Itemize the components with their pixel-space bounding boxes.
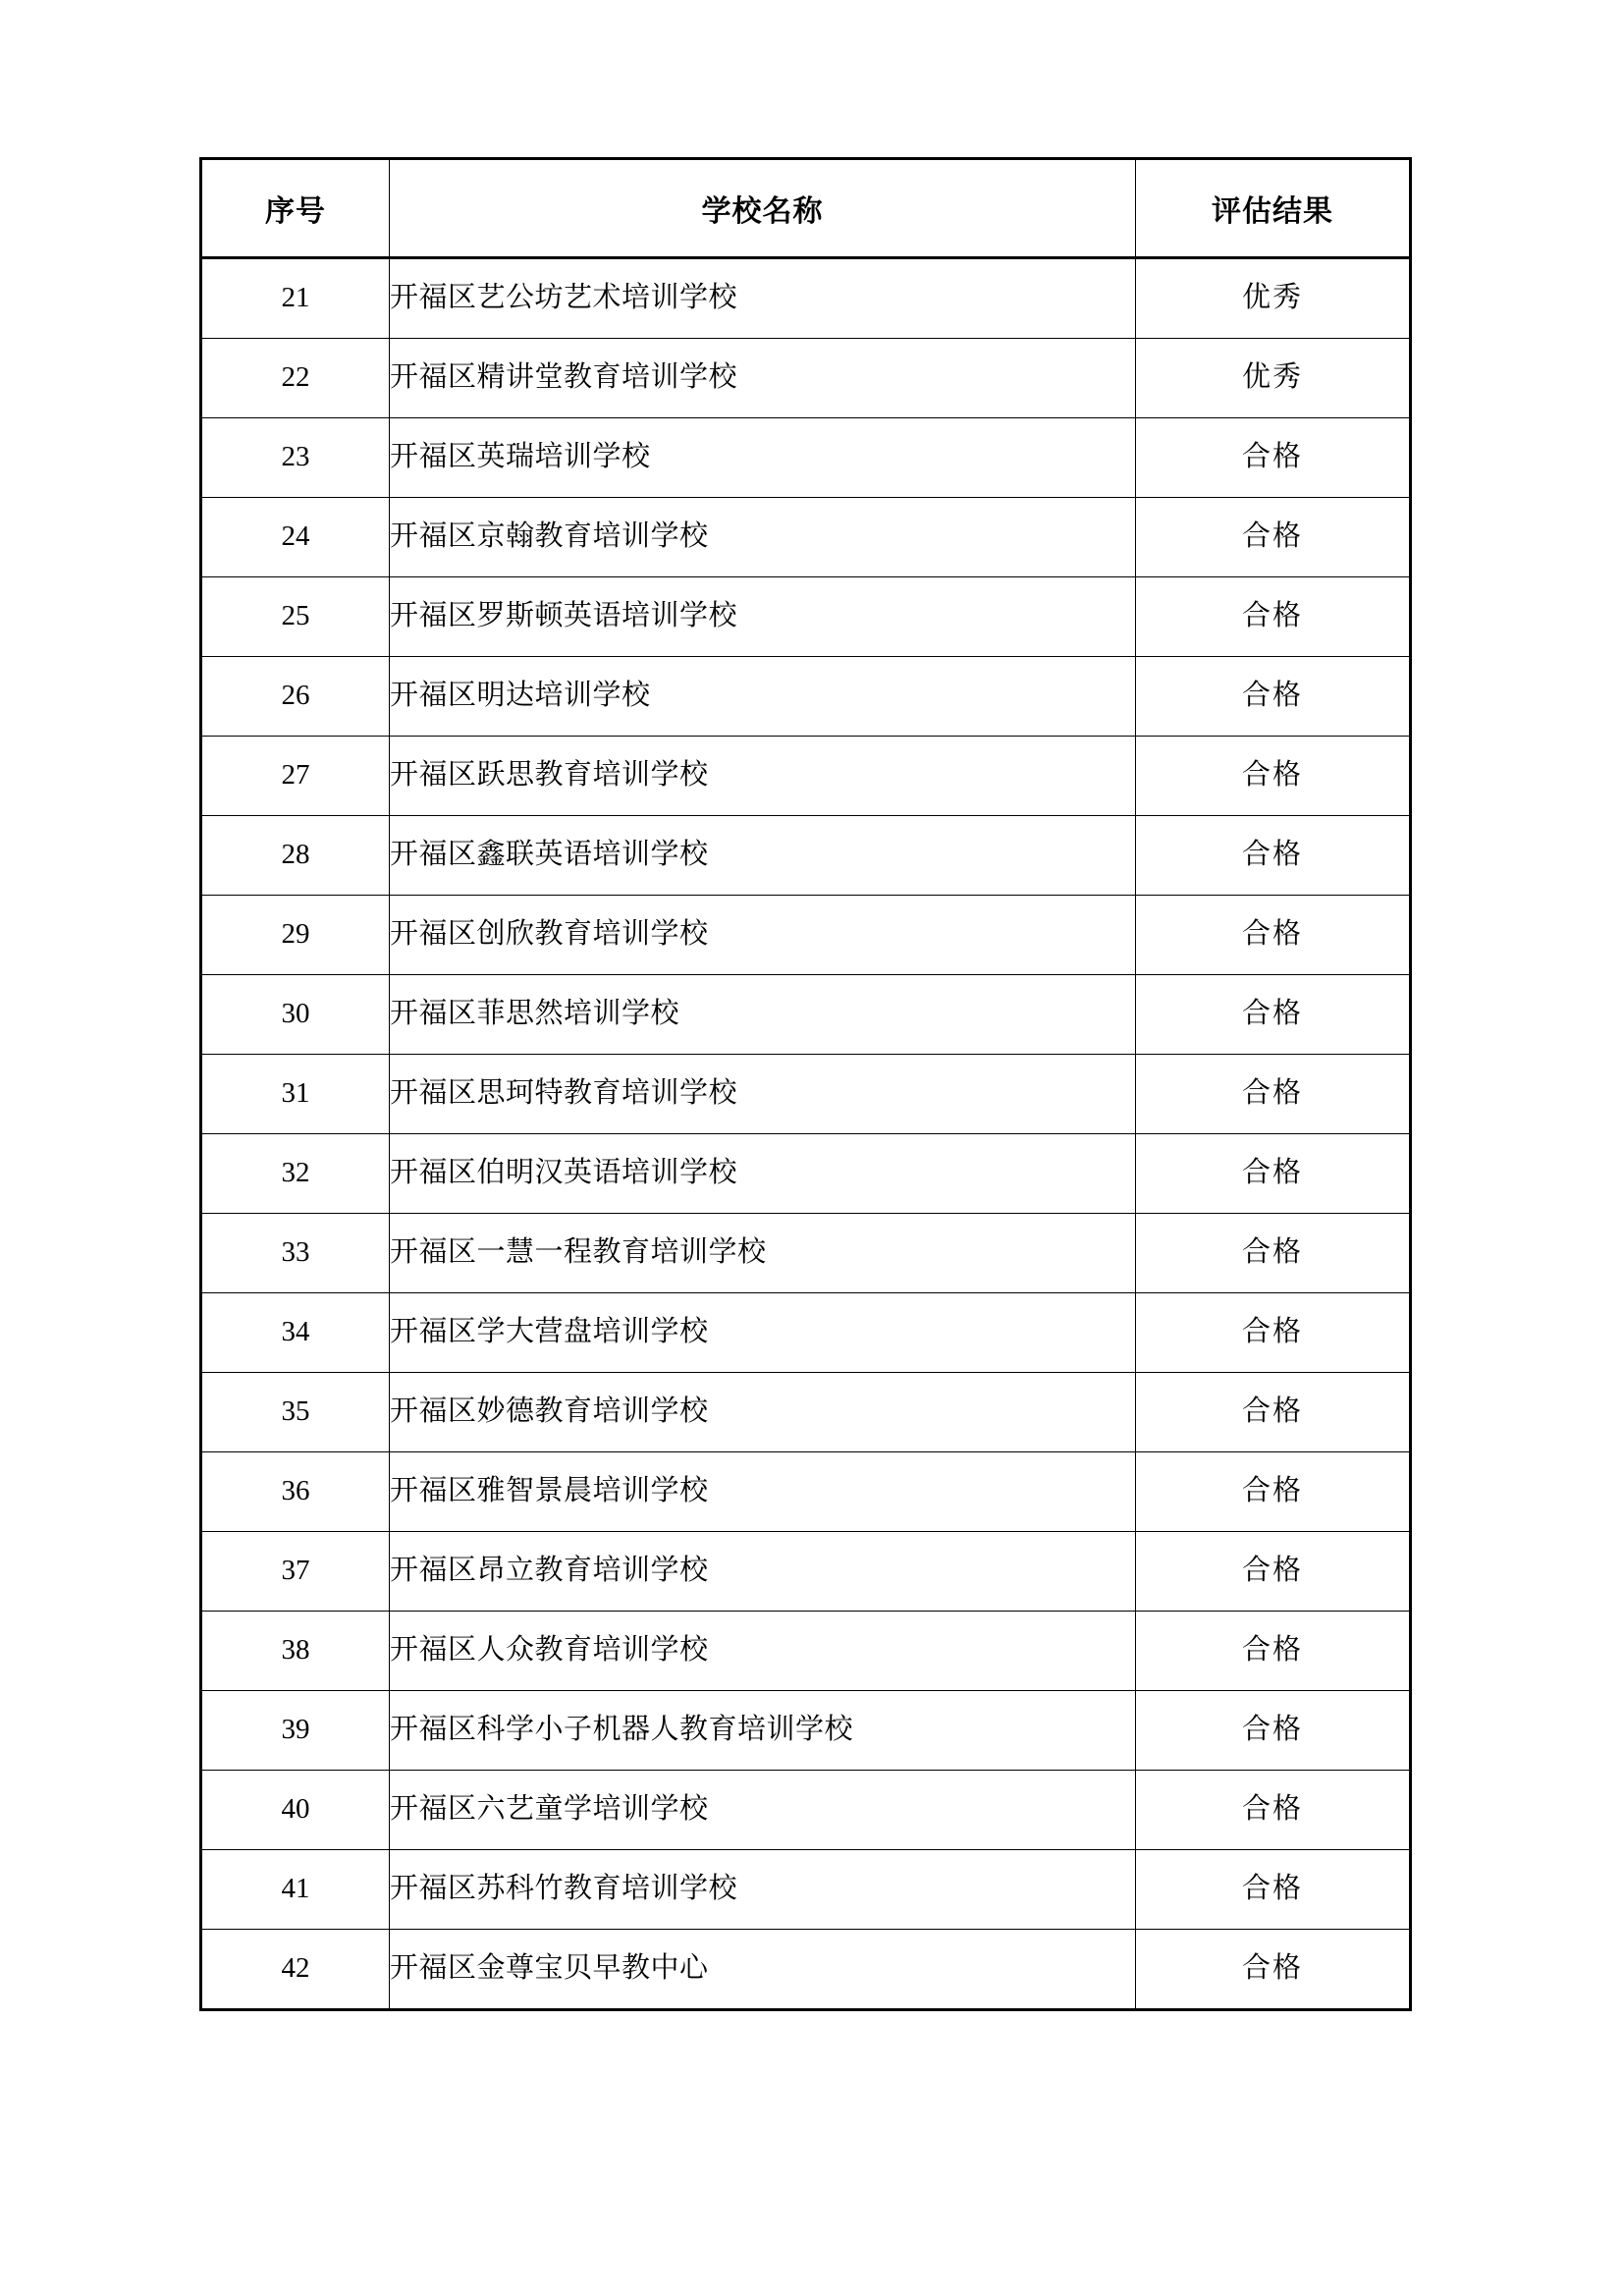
- cell-evaluation-result: 合格: [1136, 1771, 1411, 1850]
- cell-index: 23: [201, 418, 390, 498]
- cell-index: 42: [201, 1930, 390, 2010]
- cell-evaluation-result: 合格: [1136, 498, 1411, 577]
- cell-index: 24: [201, 498, 390, 577]
- cell-index: 22: [201, 339, 390, 418]
- cell-school-name: 开福区明达培训学校: [390, 657, 1136, 737]
- cell-school-name: 开福区创欣教育培训学校: [390, 896, 1136, 975]
- cell-school-name: 开福区雅智景晨培训学校: [390, 1452, 1136, 1532]
- cell-evaluation-result: 合格: [1136, 418, 1411, 498]
- cell-evaluation-result: 合格: [1136, 1134, 1411, 1214]
- table-row: [201, 1293, 1411, 1373]
- cell-school-name: 开福区伯明汉英语培训学校: [390, 1134, 1136, 1214]
- cell-evaluation-result: 合格: [1136, 737, 1411, 816]
- cell-index: 41: [201, 1850, 390, 1930]
- cell-school-name: 开福区学大营盘培训学校: [390, 1293, 1136, 1373]
- table-row: [201, 1850, 1411, 1930]
- cell-school-name: 开福区精讲堂教育培训学校: [390, 339, 1136, 418]
- cell-evaluation-result: 合格: [1136, 1850, 1411, 1930]
- cell-school-name: 开福区一慧一程教育培训学校: [390, 1214, 1136, 1293]
- cell-index: 21: [201, 258, 390, 339]
- cell-evaluation-result: 合格: [1136, 1930, 1411, 2010]
- cell-evaluation-result: 合格: [1136, 1293, 1411, 1373]
- cell-school-name: 开福区科学小子机器人教育培训学校: [390, 1691, 1136, 1771]
- table-header-row: [201, 159, 1411, 258]
- cell-school-name: 开福区六艺童学培训学校: [390, 1771, 1136, 1850]
- cell-evaluation-result: 合格: [1136, 1373, 1411, 1452]
- cell-index: 39: [201, 1691, 390, 1771]
- table-row: [201, 1612, 1411, 1691]
- cell-evaluation-result: 合格: [1136, 657, 1411, 737]
- table-row: [201, 1691, 1411, 1771]
- school-evaluation-table: [199, 157, 1412, 2011]
- cell-school-name: 开福区人众教育培训学校: [390, 1612, 1136, 1691]
- cell-evaluation-result: 合格: [1136, 1214, 1411, 1293]
- cell-school-name: 开福区金尊宝贝早教中心: [390, 1930, 1136, 2010]
- table-row: [201, 1055, 1411, 1134]
- cell-evaluation-result: 合格: [1136, 1452, 1411, 1532]
- cell-evaluation-result: 合格: [1136, 896, 1411, 975]
- cell-index: 40: [201, 1771, 390, 1850]
- cell-index: 38: [201, 1612, 390, 1691]
- cell-evaluation-result: 合格: [1136, 577, 1411, 657]
- cell-index: 25: [201, 577, 390, 657]
- table-row: [201, 657, 1411, 737]
- table-row: [201, 1452, 1411, 1532]
- table-row: [201, 816, 1411, 896]
- cell-evaluation-result: 优秀: [1136, 339, 1411, 418]
- cell-evaluation-result: 合格: [1136, 1055, 1411, 1134]
- cell-evaluation-result: 合格: [1136, 816, 1411, 896]
- table-row: [201, 1214, 1411, 1293]
- cell-school-name: 开福区思珂特教育培训学校: [390, 1055, 1136, 1134]
- table-row: [201, 418, 1411, 498]
- column-header-evaluation-result: 评估结果: [1136, 159, 1411, 258]
- cell-index: 26: [201, 657, 390, 737]
- cell-school-name: 开福区妙德教育培训学校: [390, 1373, 1136, 1452]
- cell-school-name: 开福区京翰教育培训学校: [390, 498, 1136, 577]
- cell-index: 30: [201, 975, 390, 1055]
- table-row: [201, 339, 1411, 418]
- table-row: [201, 577, 1411, 657]
- table-row: [201, 1532, 1411, 1612]
- cell-index: 29: [201, 896, 390, 975]
- cell-index: 35: [201, 1373, 390, 1452]
- table-header: [201, 159, 1411, 258]
- cell-school-name: 开福区菲思然培训学校: [390, 975, 1136, 1055]
- cell-evaluation-result: 合格: [1136, 1532, 1411, 1612]
- evaluation-table-container: [199, 157, 1409, 2011]
- cell-index: 36: [201, 1452, 390, 1532]
- table-body: [201, 258, 1411, 2010]
- cell-school-name: 开福区跃思教育培训学校: [390, 737, 1136, 816]
- column-header-index: 序号: [201, 159, 390, 258]
- cell-evaluation-result: 合格: [1136, 1612, 1411, 1691]
- cell-index: 27: [201, 737, 390, 816]
- cell-school-name: 开福区鑫联英语培训学校: [390, 816, 1136, 896]
- cell-index: 37: [201, 1532, 390, 1612]
- cell-index: 28: [201, 816, 390, 896]
- cell-school-name: 开福区英瑞培训学校: [390, 418, 1136, 498]
- cell-school-name: 开福区罗斯顿英语培训学校: [390, 577, 1136, 657]
- table-row: [201, 975, 1411, 1055]
- table-row: [201, 1134, 1411, 1214]
- cell-evaluation-result: 合格: [1136, 975, 1411, 1055]
- table-row: [201, 896, 1411, 975]
- cell-index: 32: [201, 1134, 390, 1214]
- table-row: [201, 498, 1411, 577]
- cell-school-name: 开福区苏科竹教育培训学校: [390, 1850, 1136, 1930]
- cell-index: 34: [201, 1293, 390, 1373]
- cell-school-name: 开福区昂立教育培训学校: [390, 1532, 1136, 1612]
- cell-index: 33: [201, 1214, 390, 1293]
- table-row: [201, 1930, 1411, 2010]
- table-row: [201, 258, 1411, 339]
- cell-evaluation-result: 合格: [1136, 1691, 1411, 1771]
- table-row: [201, 1771, 1411, 1850]
- cell-evaluation-result: 优秀: [1136, 258, 1411, 339]
- column-header-school-name: 学校名称: [390, 159, 1136, 258]
- cell-index: 31: [201, 1055, 390, 1134]
- table-row: [201, 1373, 1411, 1452]
- table-row: [201, 737, 1411, 816]
- cell-school-name: 开福区艺公坊艺术培训学校: [390, 258, 1136, 339]
